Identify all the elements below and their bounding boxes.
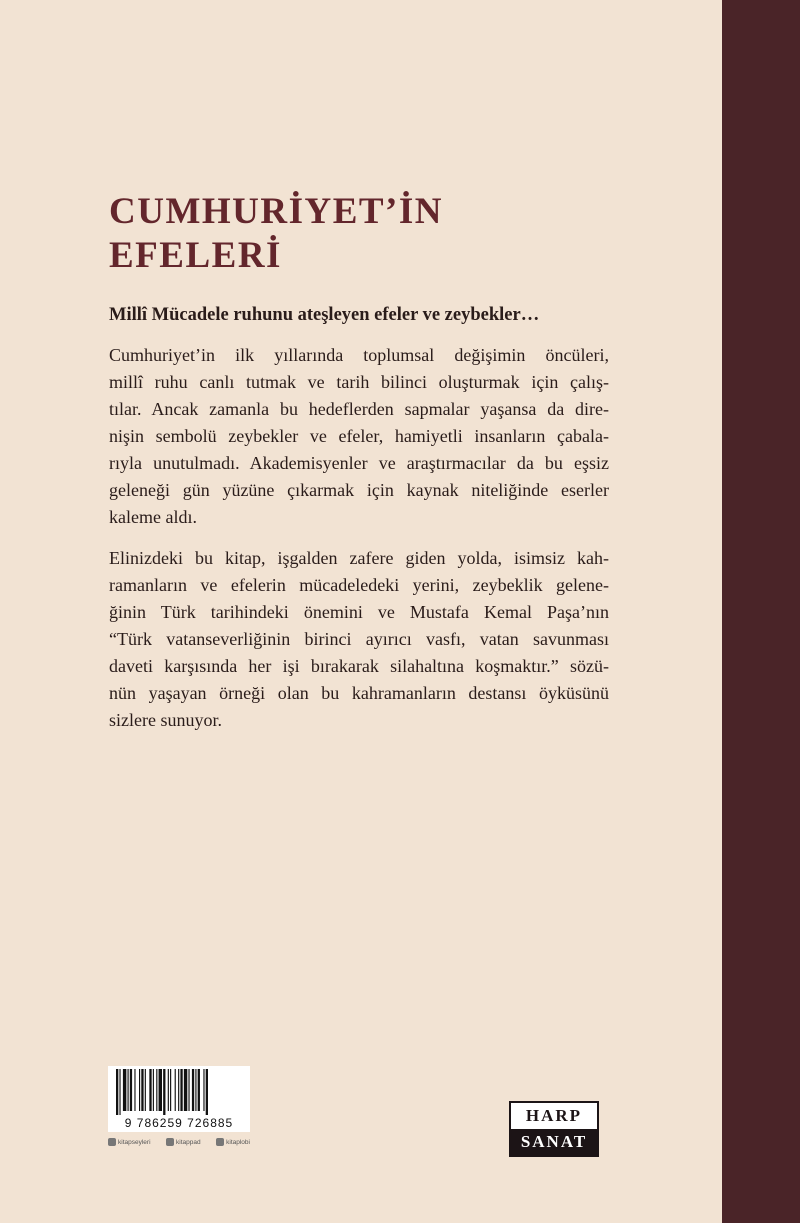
store-logo-kitaplobi [216,1138,250,1146]
blurb-line: geleneği gün yüzüne çıkarmak için kaynak niteliğinde eserler [109,480,609,500]
book-title-line2: EFELERİ [109,235,282,276]
blurb-line: Elinizdeki bu kitap, işgalden zafere giden yolda, isimsiz kah- [109,548,609,568]
publisher-logo [509,1101,599,1157]
store-logo-kitapseyleri [108,1138,151,1146]
barcode-icon [114,1069,244,1115]
store-name: kitaplobi [226,1138,250,1146]
store-logos [108,1138,250,1146]
blurb-line: rıyla unutulmadı. Akademisyenler ve araştırmacılar da bu eşsiz [109,453,609,473]
isbn-number: 9 786259 726885 [124,1116,234,1130]
book-subtitle: Millî Mücadele ruhunu ateşleyen efeler ve zeybekler… [109,305,540,325]
blurb-line: ğinin Türk tarihindeki önemini ve Mustafa Kemal Paşa’nın [109,602,609,622]
blurb-line: sizlere sunuyor. [109,710,222,730]
blurb-line: nün yaşayan örneği olan bu kahramanların destansı öyküsünü [109,683,609,703]
blurb-line: tılar. Ancak zamanla bu hedeflerden sapmalar yaşansa da dire- [109,399,609,419]
back-cover-text [109,190,609,748]
publisher-logo-line1: HARP [511,1103,597,1129]
kitapseyleri-icon [108,1138,116,1146]
blurb-line: daveti karşısında her işi bırakarak silahaltına koşmaktır.” sözü- [109,656,609,676]
book-title [109,190,609,278]
kitaplobi-icon [216,1138,224,1146]
isbn-barcode [108,1066,250,1154]
blurb-line: “Türk vatanseverliğinin birinci ayırıcı vasfı, vatan savunması [109,629,609,649]
blurb-line: kaleme aldı. [109,507,197,527]
blurb-line: Cumhuriyet’in ilk yıllarında toplumsal değişimin öncüleri, [109,345,609,365]
blurb-paragraph-2 [109,545,609,734]
store-name: kitapseyleri [118,1138,151,1146]
blurb-paragraph-1 [109,342,609,531]
blurb-line: nişin sembolü zeybekler ve efeler, hamiyetli insanların çabala- [109,426,609,446]
book-spine [722,0,800,1223]
publisher-logo-line2: SANAT [511,1129,597,1155]
blurb-line: millî ruhu canlı tutmak ve tarih bilinci oluşturmak için çalış- [109,372,609,392]
store-logo-kitappad [166,1138,201,1146]
book-title-line1: CUMHURİYET’İN [109,191,443,232]
blurb-line: ramanların ve efelerin mücadeledeki yerini, zeybeklik gelene- [109,575,609,595]
store-name: kitappad [176,1138,201,1146]
kitappad-icon [166,1138,174,1146]
